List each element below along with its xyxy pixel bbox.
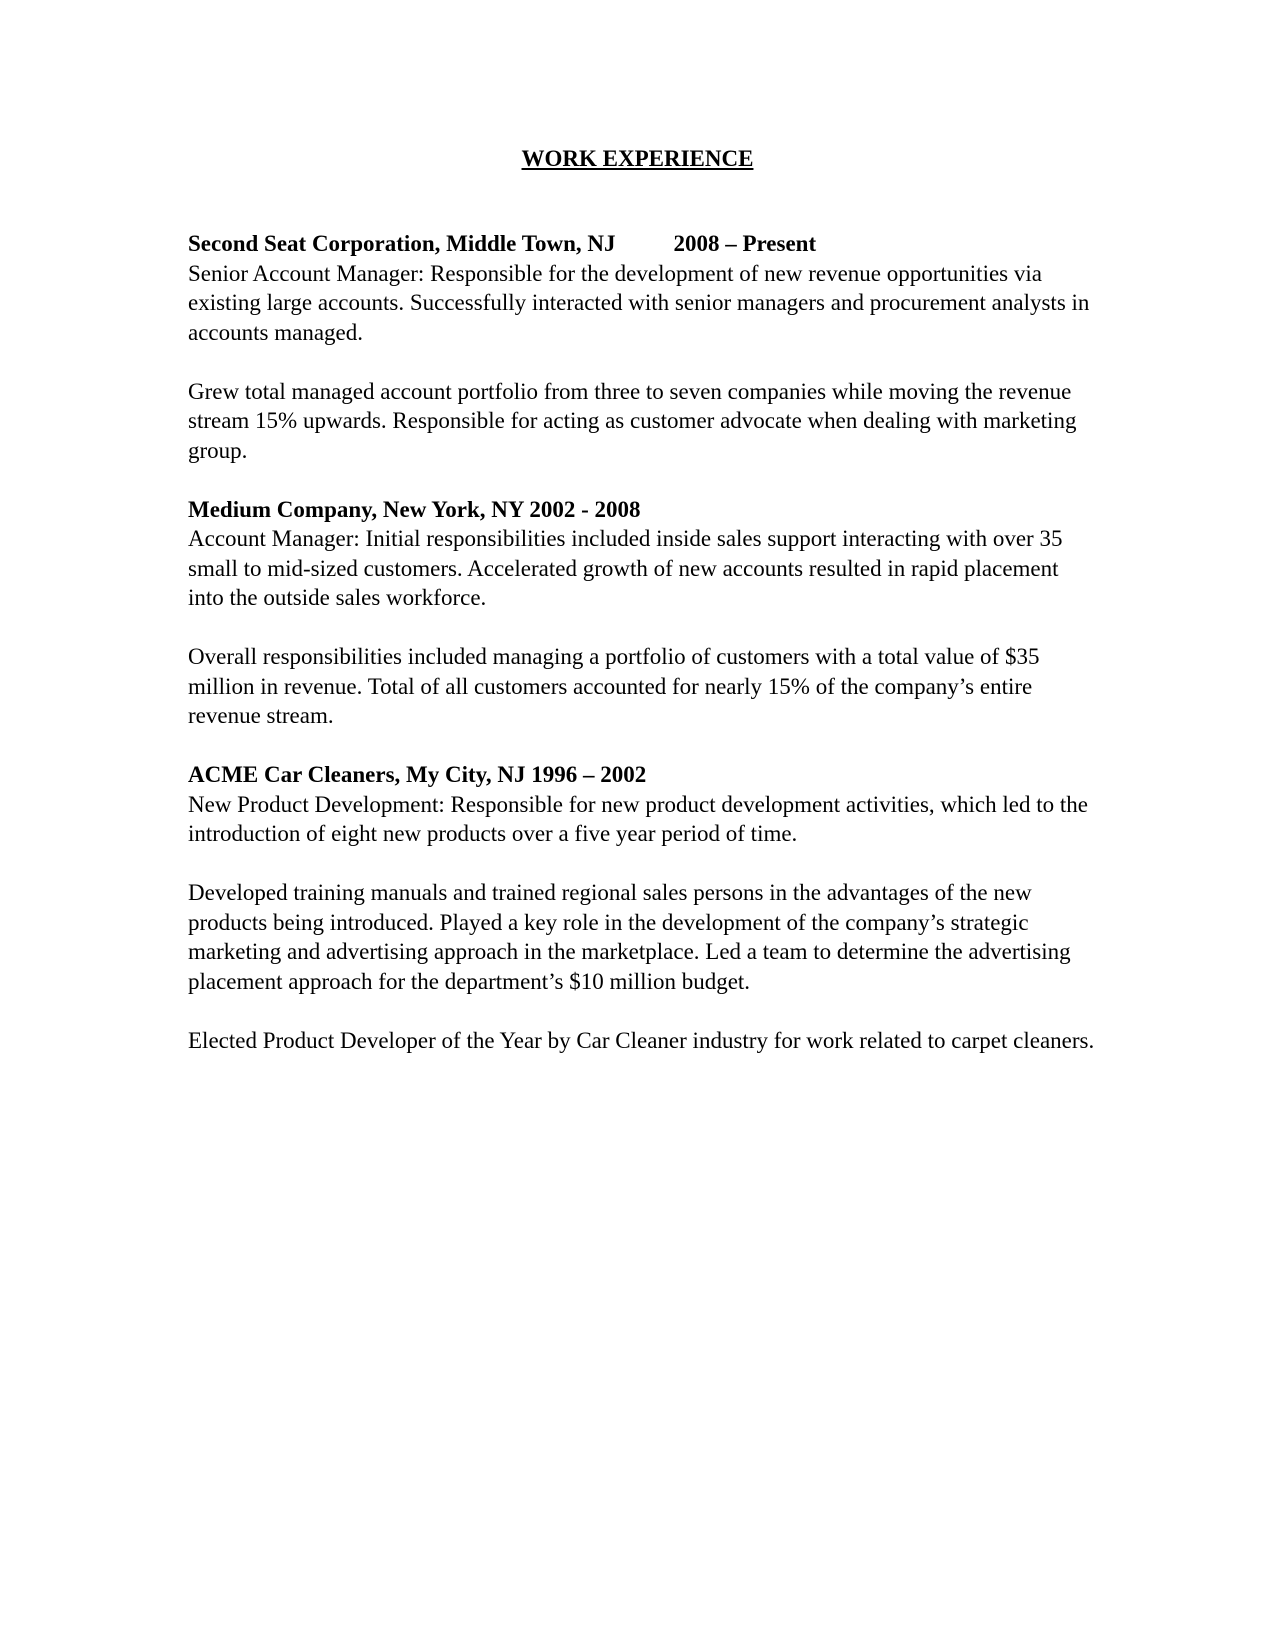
job-description: Overall responsibilities included managing a portfolio of customers with a total value of $35 million in revenue. Total of all customers accounted for nearly 15% of the company’s entire revenue stream. — [188, 644, 1040, 728]
job-company: Second Seat Corporation, Middle Town, NJ — [188, 231, 616, 256]
job-header — [188, 760, 1098, 790]
job-header — [188, 229, 1098, 259]
job-dates: 2008 – Present — [673, 231, 817, 256]
job-entry-medium-company — [188, 495, 1098, 731]
job-entry-acme — [188, 760, 1098, 1055]
job-company: ACME Car Cleaners, My City, NJ 1996 – 2002 — [188, 762, 647, 787]
job-description: Elected Product Developer of the Year by Car Cleaner industry for work related to carpet cleaners. — [188, 1027, 1095, 1053]
job-entry-second-seat — [188, 229, 1098, 465]
job-company: Medium Company, New York, NY 2002 - 2008 — [188, 496, 641, 522]
work-experience-list — [188, 229, 1098, 1085]
job-description: Senior Account Manager: Responsible for the development of new revenue opportunities via existing large accounts. Successfully interacted with senior managers and procurement analysts in accounts managed. — [188, 260, 1090, 345]
job-description: Developed training manuals and trained regional sales persons in the advantages of the new products being introduced. Played a key role in the development of the company’s strategic marketing and advertising approach in the marketplace. Led a team to determine the advertising placement approach for the department’s $10 million budget. — [188, 880, 1071, 994]
job-description: Account Manager: Initial responsibilities included inside sales support interacting with over 35 small to mid-sized customers. Accelerated growth of new accounts resulted in rapid placement into the outside sales workforce. — [188, 526, 1063, 610]
job-header — [188, 495, 1098, 525]
section-title: WORK EXPERIENCE — [521, 146, 754, 171]
job-description: New Product Development: Responsible for new product development activities, which led to the introduction of eight new products over a five year period of time. — [188, 791, 1088, 846]
job-description: Grew total managed account portfolio from three to seven companies while moving the revenue stream 15% upwards. Responsible for acting as customer advocate when dealing with marketing group. — [188, 378, 1077, 463]
